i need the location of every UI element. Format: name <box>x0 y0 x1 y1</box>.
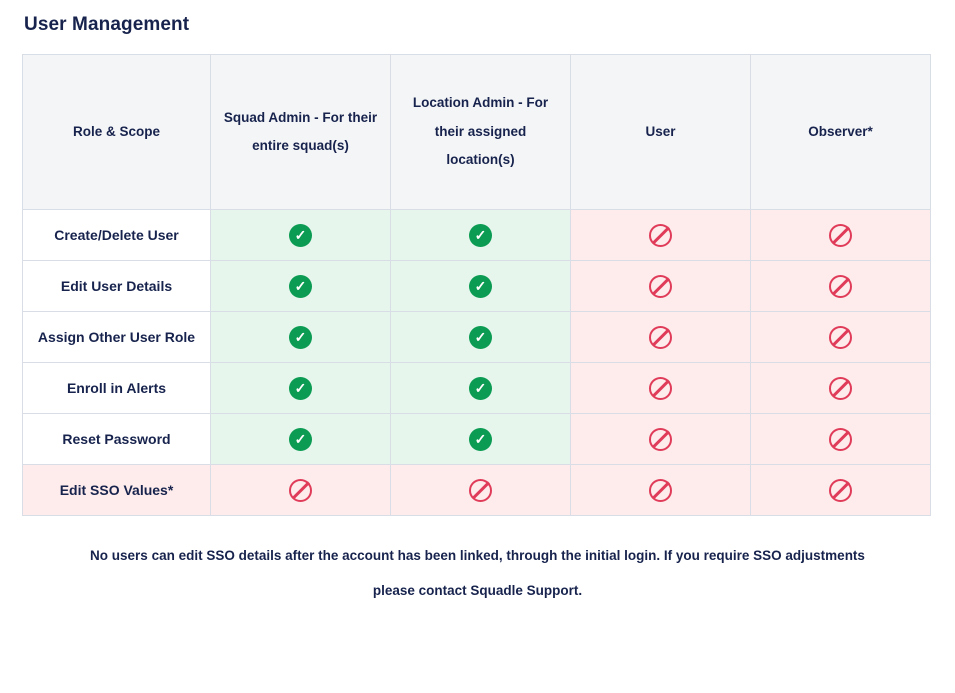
prohibited-icon <box>829 224 852 247</box>
cell-enroll-in-alerts-squad-admin <box>211 363 391 414</box>
footnote-line-2: please contact Squadle Support. <box>372 583 583 599</box>
row-label-edit-sso-values: Edit SSO Values* <box>23 465 211 516</box>
prohibited-icon <box>649 275 672 298</box>
table-row <box>23 261 931 312</box>
table-header-row <box>23 55 931 210</box>
column-header-squad-admin: Squad Admin - For their entire squad(s) <box>211 55 391 210</box>
column-header-role-scope: Role & Scope <box>23 55 211 210</box>
permissions-table <box>22 54 931 516</box>
cell-enroll-in-alerts-user <box>571 363 751 414</box>
check-circle-icon: ✓ <box>289 224 312 247</box>
cell-edit-user-details-squad-admin <box>211 261 391 312</box>
cell-edit-user-details-observer <box>751 261 931 312</box>
check-circle-icon: ✓ <box>469 428 492 451</box>
footnote <box>28 538 927 608</box>
cell-reset-password-user <box>571 414 751 465</box>
footnote-line-1: No users can edit SSO details after the account has been linked, through the initial login. If you require SSO adjustments <box>90 548 865 563</box>
cell-create-delete-user-location-admin <box>391 210 571 261</box>
column-header-observer: Observer* <box>751 55 931 210</box>
cell-edit-sso-values-user <box>571 465 751 516</box>
cell-create-delete-user-observer <box>751 210 931 261</box>
prohibited-icon <box>649 377 672 400</box>
column-header-location-admin: Location Admin - For their assigned location(s) <box>391 55 571 210</box>
prohibited-icon <box>289 479 312 502</box>
check-circle-icon: ✓ <box>289 377 312 400</box>
prohibited-icon <box>829 479 852 502</box>
prohibited-icon <box>649 224 672 247</box>
cell-enroll-in-alerts-location-admin <box>391 363 571 414</box>
table-body <box>23 210 931 516</box>
cell-edit-sso-values-squad-admin <box>211 465 391 516</box>
cell-reset-password-squad-admin <box>211 414 391 465</box>
check-circle-icon: ✓ <box>469 275 492 298</box>
cell-edit-sso-values-location-admin <box>391 465 571 516</box>
row-label-create-delete-user: Create/Delete User <box>23 210 211 261</box>
cell-create-delete-user-user <box>571 210 751 261</box>
prohibited-icon <box>829 428 852 451</box>
prohibited-icon <box>649 479 672 502</box>
cell-enroll-in-alerts-observer <box>751 363 931 414</box>
table-row <box>23 465 931 516</box>
cell-assign-other-user-role-user <box>571 312 751 363</box>
row-label-enroll-in-alerts: Enroll in Alerts <box>23 363 211 414</box>
cell-assign-other-user-role-observer <box>751 312 931 363</box>
column-header-user: User <box>571 55 751 210</box>
table-row <box>23 414 931 465</box>
check-circle-icon: ✓ <box>469 326 492 349</box>
table-row <box>23 210 931 261</box>
row-label-edit-user-details: Edit User Details <box>23 261 211 312</box>
table-header <box>23 55 931 210</box>
prohibited-icon <box>829 275 852 298</box>
prohibited-icon <box>649 326 672 349</box>
check-circle-icon: ✓ <box>289 428 312 451</box>
cell-edit-sso-values-observer <box>751 465 931 516</box>
cell-edit-user-details-location-admin <box>391 261 571 312</box>
table-row <box>23 312 931 363</box>
check-circle-icon: ✓ <box>469 224 492 247</box>
cell-reset-password-observer <box>751 414 931 465</box>
row-label-reset-password: Reset Password <box>23 414 211 465</box>
cell-edit-user-details-user <box>571 261 751 312</box>
prohibited-icon <box>829 377 852 400</box>
prohibited-icon <box>649 428 672 451</box>
check-circle-icon: ✓ <box>469 377 492 400</box>
cell-assign-other-user-role-location-admin <box>391 312 571 363</box>
prohibited-icon <box>829 326 852 349</box>
table-row <box>23 363 931 414</box>
check-circle-icon: ✓ <box>289 326 312 349</box>
page-title: User Management <box>24 14 190 35</box>
cell-assign-other-user-role-squad-admin <box>211 312 391 363</box>
cell-reset-password-location-admin <box>391 414 571 465</box>
cell-create-delete-user-squad-admin <box>211 210 391 261</box>
prohibited-icon <box>469 479 492 502</box>
check-circle-icon: ✓ <box>289 275 312 298</box>
row-label-assign-other-user-role: Assign Other User Role <box>23 312 211 363</box>
